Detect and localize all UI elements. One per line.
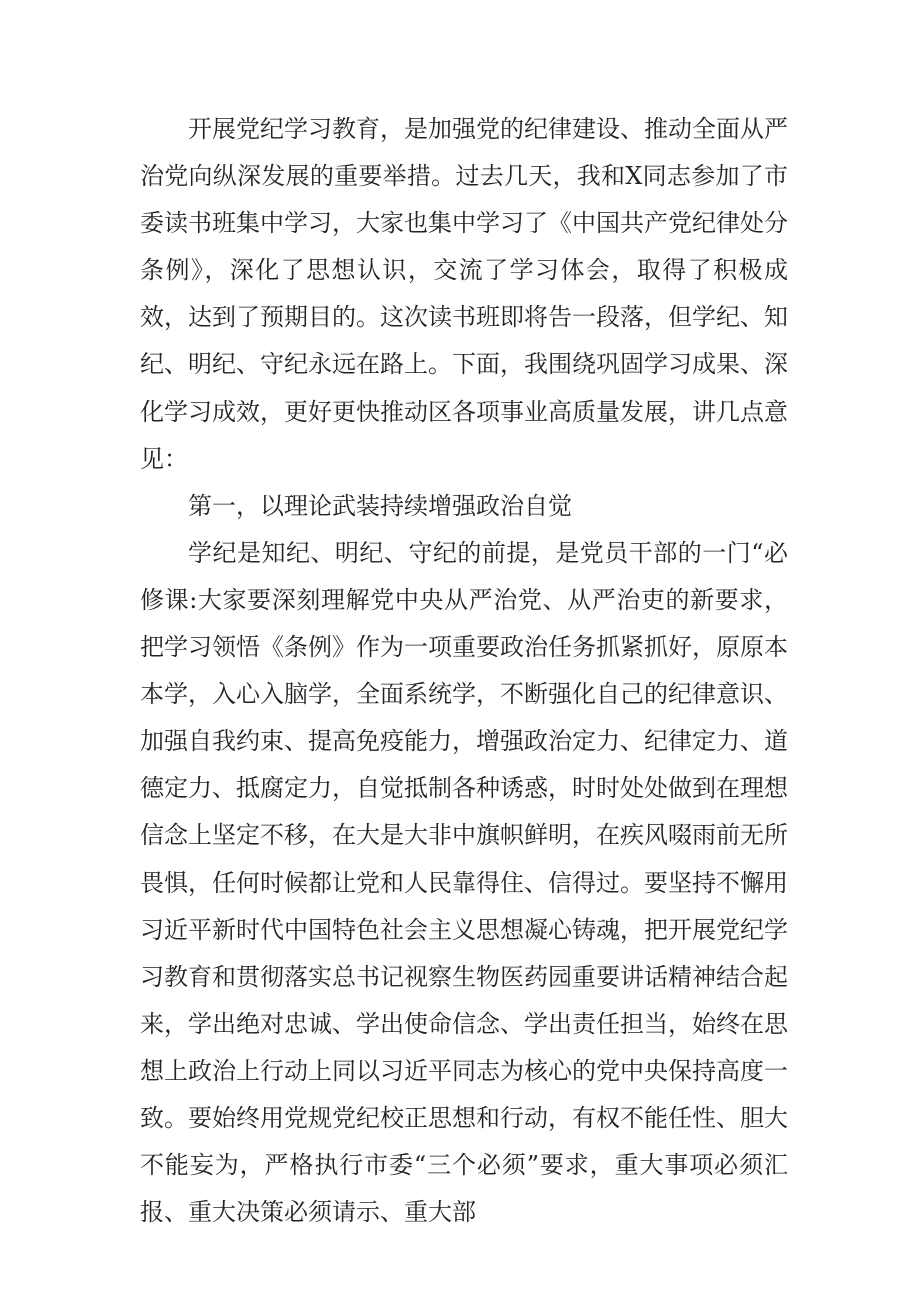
intro-paragraph: 开展党纪学习教育，是加强党的纪律建设、推动全面从严治党向纵深发展的重要举措。过去几天，我和X同志参加了市委读书班集中学习，大家也集中学习了《中国共产党纪律处分条例》，深化了思想认识，交流了学习体会，取得了积极成效，达到了预期目的。这次读书班即将告一段落，但学纪、知纪、明纪、守纪永远在路上。下面，我围绕巩固学习成果、深化学习成效，更好更快推动区各项事业高质量发展，讲几点意见： — [140, 115, 788, 473]
document-body — [140, 106, 788, 1236]
section-heading: 第一，以理论武装持续增强政治自觉 — [188, 491, 572, 520]
section-paragraph: 学纪是知纪、明纪、守纪的前提，是党员干部的一门“必修课:大家要深刻理解党中央从严治党、从严治吏的新要求，把学习领悟《条例》作为一项重要政治任务抓紧抓好，原原本本学，入心入脑学，全面系统学，不断强化自己的纪律意识、加强自我约束、提高免疫能力，增强政治定力、纪律定力、道德定力、抵腐定力，自觉抵制各种诱惑，时时处处做到在理想信念上坚定不移，在大是大非中旗帜鲜明，在疾风啜雨前无所畏惧，任何时候都让党和人民靠得住、信得过。要坚持不懈用习近平新时代中国特色社会主义思想凝心铸魂，把开展党纪学习教育和贯彻落实总书记视察生物医药园重要讲话精神结合起来，学出绝对忠诚、学出使命信念、学出责任担当，始终在思想上政治上行动上同以习近平同志为核心的党中央保持高度一致。要始终用党规党纪校正思想和行动，有权不能任性、胆大不能妄为，严格执行市委“三个必须”要求，重大事项必须汇报、重大决策必须请示、重大部 — [140, 538, 788, 1227]
